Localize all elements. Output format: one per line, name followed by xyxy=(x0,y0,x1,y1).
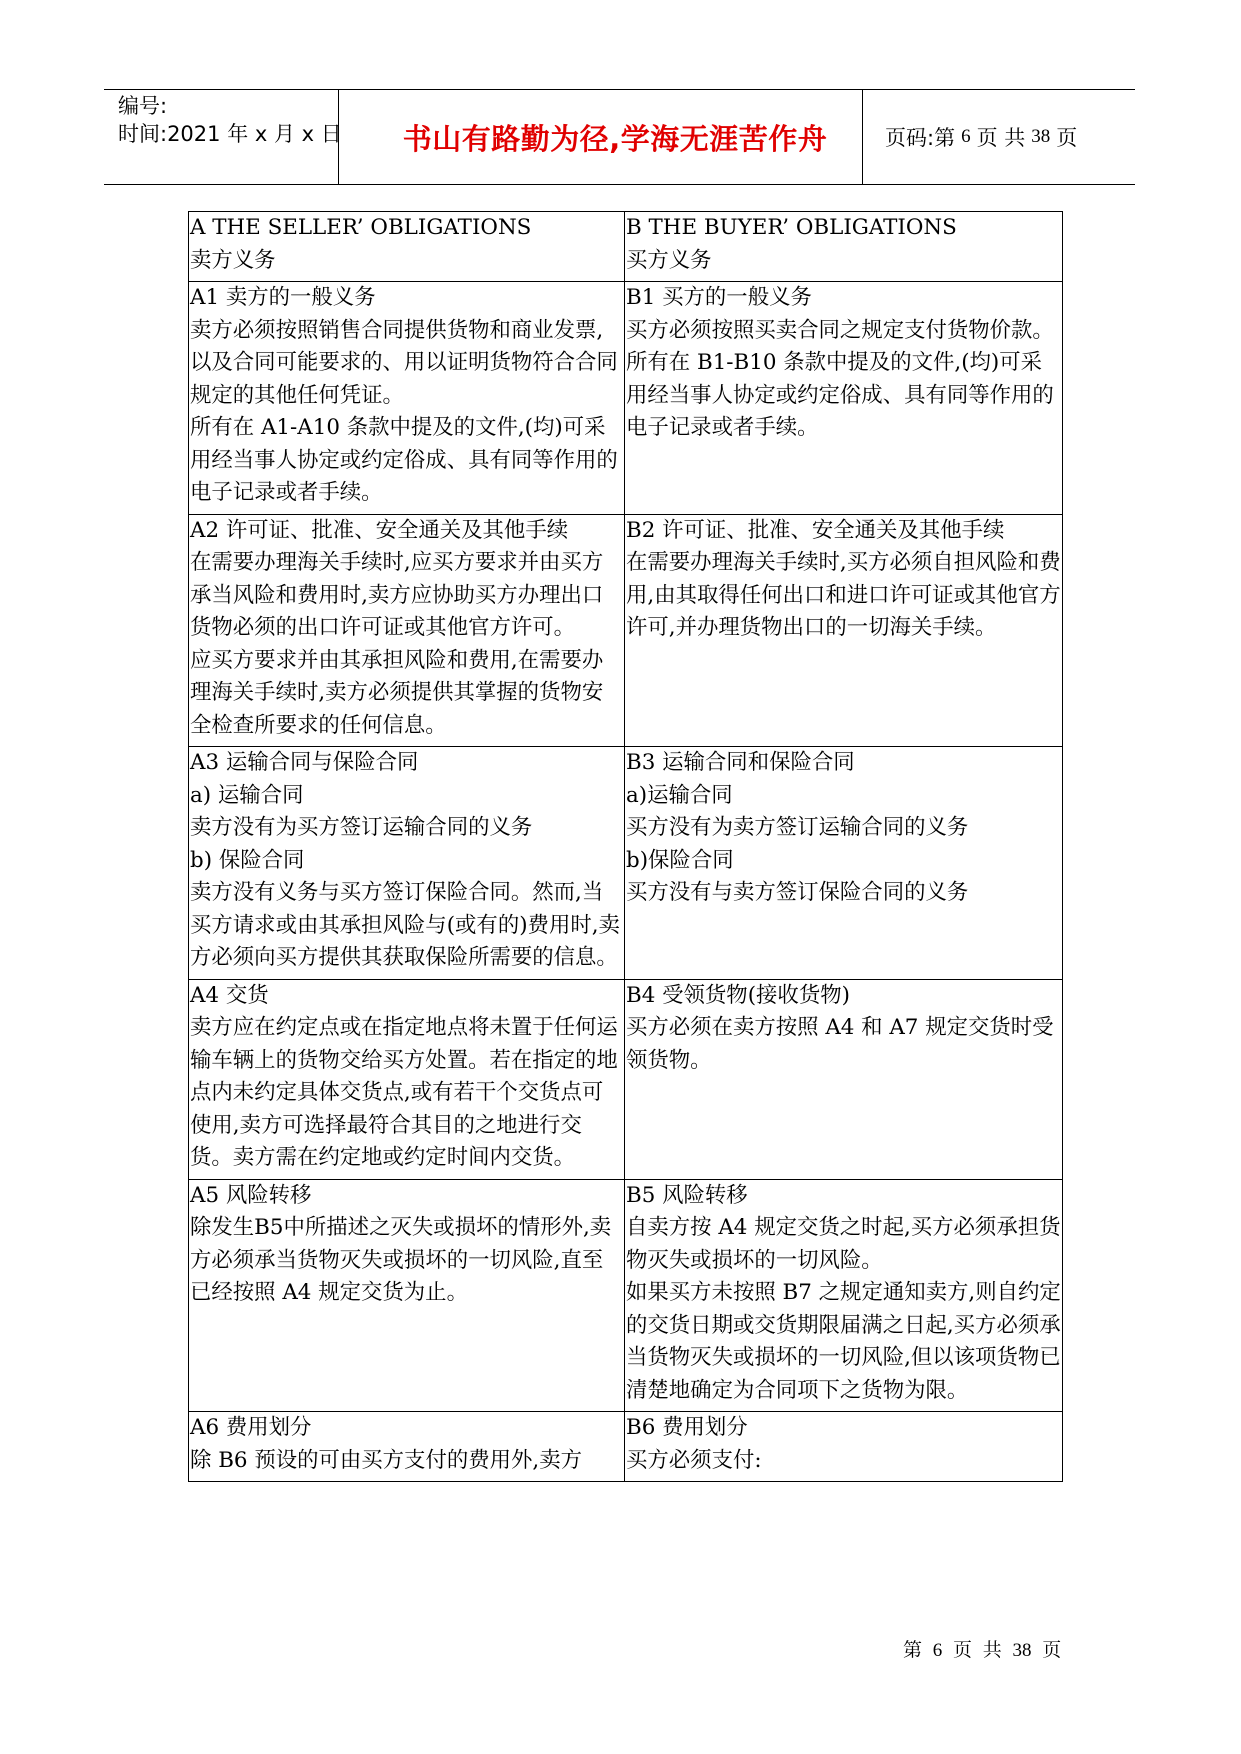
clause-paragraph: 在需要办理海关手续时,买方必须自担风险和费用,由其取得任何出口和进口许可证或其他官方许可,并办理货物出口的一切海关手续。 xyxy=(626,550,1061,640)
clause-heading: B5 风险转移 xyxy=(626,1182,748,1208)
table-row xyxy=(189,514,1063,747)
clause-heading: B6 费用划分 xyxy=(626,1415,748,1440)
buyer-cell xyxy=(625,979,1063,1179)
clause-heading: A3 运输合同与保险合同 xyxy=(190,750,419,775)
table-row xyxy=(189,1179,1063,1412)
header-meta xyxy=(118,92,342,148)
clause-paragraph: 卖方没有义务与买方签订保险合同。然而,当买方请求或由其承担风险与(或有的)费用时,卖方必须向买方提供其获取保险所需要的信息。 xyxy=(190,880,620,970)
clause-paragraph: 如果买方未按照 B7 之规定通知卖方,则自约定的交货日期或交货期限届满之日起,买方必须承当货物灭失或损坏的一切风险,但以该项货物已清楚地确定为合同项下之货物为限。 xyxy=(626,1280,1061,1403)
footer-middle1: 页 xyxy=(953,1640,973,1661)
clause-paragraph: 买方没有与卖方签订保险合同的义务 xyxy=(626,880,969,905)
page-middle: 页 共 xyxy=(976,126,1026,150)
seller-cell xyxy=(189,1179,625,1412)
clause-heading: B4 受领货物(接收货物) xyxy=(626,982,850,1008)
clause-paragraph: a)运输合同 xyxy=(626,782,733,808)
clause-paragraph: 自卖方按 A4 规定交货之时起,买方必须承担货物灭失或损坏的一切风险。 xyxy=(626,1215,1061,1273)
header-divider-right xyxy=(862,90,863,184)
table-row xyxy=(189,282,1063,515)
clause-paragraph: 卖方没有为买方签订运输合同的义务 xyxy=(190,815,533,840)
clause-paragraph: 所有在 B1-B10 条款中提及的文件,(均)可采用经当事人协定或约定俗成、具有同等作用的电子记录或者手续。 xyxy=(626,350,1054,440)
seller-cell xyxy=(189,747,625,980)
buyer-cell xyxy=(625,514,1063,747)
footer-current: 6 xyxy=(932,1640,943,1661)
clause-paragraph: 除发生B5中所描述之灭失或损坏的情形外,卖方必须承当货物灭失或损坏的一切风险,直至已经按照 A4 规定交货为止。 xyxy=(190,1215,612,1305)
clause-paragraph: 卖方义务 xyxy=(190,247,276,273)
clause-heading: A5 风险转移 xyxy=(190,1182,312,1208)
document-number-label: 编号: xyxy=(118,94,168,118)
buyer-cell xyxy=(625,747,1063,980)
footer-suffix: 页 xyxy=(1042,1640,1062,1661)
clause-heading: A THE SELLER’ OBLIGATIONS xyxy=(190,215,532,240)
seller-cell xyxy=(189,1412,625,1482)
header-divider-left xyxy=(338,90,339,184)
document-time-label: 时间:2021 年 x 月 x 日 xyxy=(118,122,342,146)
page-suffix: 页 xyxy=(1056,126,1078,150)
seller-cell xyxy=(189,282,625,515)
seller-cell xyxy=(189,514,625,747)
clause-paragraph: 买方必须支付: xyxy=(626,1447,762,1473)
clause-paragraph: b) 保险合同 xyxy=(190,847,305,873)
header-page-info xyxy=(871,90,1077,184)
clause-heading: A6 费用划分 xyxy=(190,1415,312,1440)
buyer-cell xyxy=(625,1412,1063,1482)
clause-paragraph: a) 运输合同 xyxy=(190,782,304,808)
clause-paragraph: 卖方应在约定点或在指定地点将未置于任何运输车辆上的货物交给买方处置。若在指定的地点内未约定具体交货点,或有若干个交货点可使用,卖方可选择最符合其目的之地进行交货。卖方需在约定地或约定时间内交货。 xyxy=(190,1015,618,1170)
clause-heading: B1 买方的一般义务 xyxy=(626,285,812,310)
page-header xyxy=(104,89,1135,185)
table-row xyxy=(189,212,1063,282)
clause-paragraph: 在需要办理海关手续时,应买方要求并由买方承当风险和费用时,卖方应协助买方办理出口货物必须的出口许可证或其他官方许可。 xyxy=(190,550,604,640)
clause-heading: B THE BUYER’ OBLIGATIONS xyxy=(626,215,957,240)
clause-paragraph: 所有在 A1-A10 条款中提及的文件,(均)可采用经当事人协定或约定俗成、具有同等作用的电子记录或者手续。 xyxy=(190,415,618,505)
clause-paragraph: 买方必须按照买卖合同之规定支付货物价款。 xyxy=(626,317,1054,343)
footer-middle2: 共 xyxy=(982,1640,1002,1661)
clause-heading: B2 许可证、批准、安全通关及其他手续 xyxy=(626,517,1005,543)
page-prefix: 页码:第 xyxy=(885,126,956,150)
clause-heading: A1 卖方的一般义务 xyxy=(190,285,376,310)
buyer-cell xyxy=(625,282,1063,515)
clause-heading: A2 许可证、批准、安全通关及其他手续 xyxy=(190,517,569,543)
page-current: 6 xyxy=(961,126,971,147)
obligations-table xyxy=(188,211,1063,1482)
clause-paragraph: 买方义务 xyxy=(626,247,712,273)
buyer-cell xyxy=(625,1179,1063,1412)
clause-paragraph: 除 B6 预设的可由买方支付的费用外,卖方 xyxy=(190,1447,582,1473)
clause-paragraph: 买方没有为卖方签订运输合同的义务 xyxy=(626,815,969,840)
footer-total: 38 xyxy=(1012,1640,1032,1661)
clause-paragraph: 买方必须在卖方按照 A4 和 A7 规定交货时受领货物。 xyxy=(626,1015,1054,1073)
clause-paragraph: b)保险合同 xyxy=(626,847,734,873)
clause-paragraph: 卖方必须按照销售合同提供货物和商业发票,以及合同可能要求的、用以证明货物符合合同规定的其他任何凭证。 xyxy=(190,317,618,408)
header-motto: 书山有路勤为径,学海无涯苦作舟 xyxy=(402,121,828,156)
seller-cell xyxy=(189,979,625,1179)
table-row xyxy=(189,747,1063,980)
table-row xyxy=(189,979,1063,1179)
clause-paragraph: 应买方要求并由其承担风险和费用,在需要办理海关手续时,卖方必须提供其掌握的货物安全检查所要求的任何信息。 xyxy=(190,647,604,738)
clause-heading: A4 交货 xyxy=(190,982,269,1008)
clause-heading: B3 运输合同和保险合同 xyxy=(626,750,855,775)
page-footer xyxy=(900,1635,1064,1662)
footer-prefix: 第 xyxy=(903,1640,923,1661)
page-total: 38 xyxy=(1031,126,1051,147)
obligations-table-body xyxy=(189,212,1063,1482)
buyer-cell xyxy=(625,212,1063,282)
seller-cell xyxy=(189,212,625,282)
table-row xyxy=(189,1412,1063,1482)
